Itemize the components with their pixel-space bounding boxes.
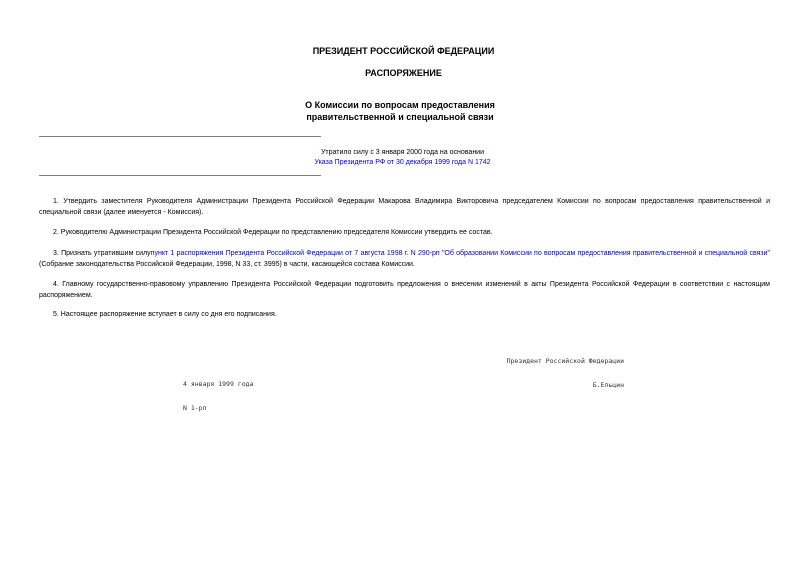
paragraph-1: 1. Утвердить заместителя Руководителя Администрации Президента Российской Федерации Макарова Владимира Викторовича председателем Комиссии по вопросам предоставления правительственной и специальной связи (далее именуется - Комиссия). bbox=[39, 198, 770, 216]
divider-bottom bbox=[39, 175, 321, 176]
status-note-text: Утратило силу с 3 января 2000 года на основании bbox=[320, 149, 485, 156]
document-type-heading: РАСПОРЯЖЕНИЕ bbox=[365, 68, 442, 78]
status-note-link[interactable]: Указа Президента РФ от 30 декабря 1999 года N 1742 bbox=[314, 159, 491, 166]
document-title-line-1: О Комиссии по вопросам предоставления bbox=[305, 100, 495, 110]
paragraph-5: 5. Настоящее распоряжение вступает в силу со дня его подписания. bbox=[53, 311, 277, 318]
paragraph-3-lead: 3. Признать утратившим силу bbox=[53, 250, 151, 257]
paragraph-4: 4. Главному государственно-правовому управлению Президента Российской Федерации подготовить предложения о внесении изменений в акты Президента Российской Федерации в соответствии с настоящим распоряжением. bbox=[39, 281, 770, 299]
signature-name: Б.Ельцин bbox=[592, 381, 624, 389]
paragraph-3 bbox=[39, 248, 770, 270]
divider-top bbox=[39, 136, 321, 137]
status-note bbox=[200, 148, 605, 168]
document-date: 4 января 1999 года bbox=[183, 380, 254, 388]
issuer-heading: ПРЕЗИДЕНТ РОССИЙСКОЙ ФЕДЕРАЦИИ bbox=[312, 46, 495, 56]
document-number: N 1-рп bbox=[183, 404, 207, 412]
paragraph-3-tail: (Собрание законодательства Российской Федерации, 1998, N 33, ст. 3995) в части, касающейся состава Комиссии. bbox=[39, 261, 415, 268]
signature-position: Президент Российской Федерации bbox=[506, 357, 624, 365]
document-title bbox=[220, 99, 580, 123]
paragraph-2: 2. Руководителю Администрации Президента Российской Федерации по представлению председателя Комиссии утвердить ее состав. bbox=[53, 229, 493, 236]
footer-block bbox=[183, 364, 253, 420]
document-title-line-2: правительственной и специальной связи bbox=[306, 112, 494, 122]
paragraph-3-link[interactable]: пункт 1 распоряжения Президента Российской Федерации от 7 августа 1998 г. N 290-рп "Об образовании Комиссии по вопросам предоставления правительственной и специальной связи" bbox=[150, 250, 770, 257]
signature-block bbox=[460, 341, 624, 397]
